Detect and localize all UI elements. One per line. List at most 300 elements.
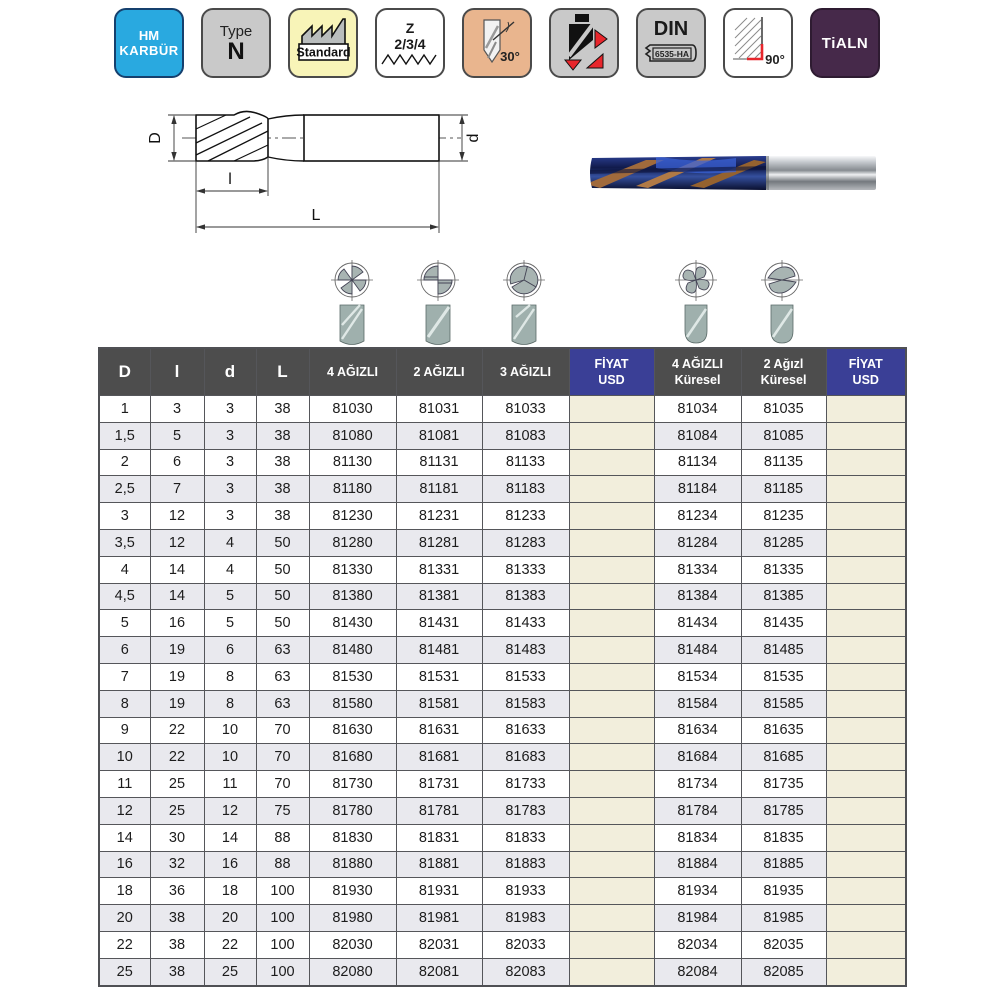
table-cell-2-agizl-kuresel: 81085 xyxy=(741,422,826,449)
table-cell-4-agizli: 81830 xyxy=(309,824,396,851)
table-cell-4-agizli: 81780 xyxy=(309,797,396,824)
table-cell-D: 3 xyxy=(99,503,150,530)
table-cell-2-agizli: 81281 xyxy=(396,529,482,556)
table-cell-2-agizli: 82031 xyxy=(396,931,482,958)
table-cell-fiyat-usd-2 xyxy=(826,717,906,744)
table-cell-4-agizli: 81130 xyxy=(309,449,396,476)
table-cell-d: 18 xyxy=(204,878,256,905)
table-cell-D: 22 xyxy=(99,931,150,958)
badge-label: Z xyxy=(405,20,415,36)
table-cell-d: 3 xyxy=(204,422,256,449)
table-cell-2-agizl-kuresel: 81385 xyxy=(741,583,826,610)
table-cell-D: 18 xyxy=(99,878,150,905)
table-cell-l: 5 xyxy=(150,422,204,449)
table-cell-2-agizl-kuresel: 81135 xyxy=(741,449,826,476)
table-cell-L: 50 xyxy=(256,529,309,556)
table-cell-L: 50 xyxy=(256,556,309,583)
table-cell-L: 63 xyxy=(256,637,309,664)
badge-label: Standard xyxy=(296,45,351,60)
table-cell-4-agizli: 81430 xyxy=(309,610,396,637)
table-cell-d: 16 xyxy=(204,851,256,878)
table-cell-3-agizli: 81433 xyxy=(482,610,569,637)
table-cell-2-agizl-kuresel: 81185 xyxy=(741,476,826,503)
dimension-drawing xyxy=(116,93,506,243)
table-cell-2-agizli: 81231 xyxy=(396,503,482,530)
table-cell-4-agizli: 81330 xyxy=(309,556,396,583)
table-cell-L: 50 xyxy=(256,583,309,610)
table-cell-D: 5 xyxy=(99,610,150,637)
table-cell-2-agizl-kuresel: 81885 xyxy=(741,851,826,878)
table-cell-4-agizli: 81530 xyxy=(309,663,396,690)
table-cell-2-agizli: 81431 xyxy=(396,610,482,637)
table-cell-D: 9 xyxy=(99,717,150,744)
factory-profile-icon xyxy=(292,14,354,72)
badge-label: N xyxy=(227,37,245,65)
badge-side-milling xyxy=(549,8,619,78)
table-cell-fiyat-usd-2 xyxy=(826,824,906,851)
table-cell-fiyat-usd-2 xyxy=(826,958,906,985)
table-cell-D: 3,5 xyxy=(99,529,150,556)
table-cell-L: 63 xyxy=(256,690,309,717)
table-cell-2-agizl-kuresel: 82085 xyxy=(741,958,826,985)
table-cell-2-agizli: 81731 xyxy=(396,771,482,798)
table-cell-2-agizli: 81581 xyxy=(396,690,482,717)
col-header-2-agizli: 2 AĞIZLI xyxy=(396,348,482,396)
table-row xyxy=(99,556,906,583)
table-cell-3-agizli: 81883 xyxy=(482,851,569,878)
table-cell-2-agizli: 81631 xyxy=(396,717,482,744)
badge-label: 2/3/4 xyxy=(394,36,426,52)
table-cell-L: 100 xyxy=(256,931,309,958)
table-cell-d: 8 xyxy=(204,663,256,690)
ball-nose-2-flute-icon xyxy=(760,259,804,347)
table-cell-2-agizli: 81981 xyxy=(396,905,482,932)
table-row xyxy=(99,690,906,717)
table-cell-3-agizli: 81533 xyxy=(482,663,569,690)
table-cell-2-agizli: 81531 xyxy=(396,663,482,690)
table-cell-2-agizl-kuresel: 81985 xyxy=(741,905,826,932)
table-cell-D: 1 xyxy=(99,396,150,423)
table-cell-4-agizli-kuresel: 81684 xyxy=(654,744,741,771)
table-cell-d: 8 xyxy=(204,690,256,717)
table-cell-4-agizli-kuresel: 81234 xyxy=(654,503,741,530)
table-cell-d: 20 xyxy=(204,905,256,932)
table-cell-D: 1,5 xyxy=(99,422,150,449)
table-cell-2-agizli: 81331 xyxy=(396,556,482,583)
table-cell-fiyat-usd-2 xyxy=(826,637,906,664)
table-cell-2-agizli: 81831 xyxy=(396,824,482,851)
table-cell-3-agizli: 81283 xyxy=(482,529,569,556)
table-cell-d: 10 xyxy=(204,744,256,771)
badge-label: TiALN xyxy=(821,34,869,52)
table-row xyxy=(99,583,906,610)
table-cell-fiyat-usd-2 xyxy=(826,529,906,556)
table-cell-4-agizli: 82080 xyxy=(309,958,396,985)
table-row xyxy=(99,610,906,637)
table-cell-d: 3 xyxy=(204,449,256,476)
table-cell-2-agizli: 81881 xyxy=(396,851,482,878)
table-cell-fiyat-usd-2 xyxy=(826,931,906,958)
table-row xyxy=(99,422,906,449)
milling-application-icon xyxy=(553,12,615,74)
table-cell-2-agizl-kuresel: 81635 xyxy=(741,717,826,744)
table-cell-4-agizli: 81380 xyxy=(309,583,396,610)
table-cell-fiyat-usd-1 xyxy=(569,529,654,556)
table-row xyxy=(99,878,906,905)
table-cell-4-agizli-kuresel: 82034 xyxy=(654,931,741,958)
table-cell-D: 4,5 xyxy=(99,583,150,610)
table-cell-2-agizl-kuresel: 81285 xyxy=(741,529,826,556)
table-cell-fiyat-usd-1 xyxy=(569,717,654,744)
table-cell-3-agizli: 81383 xyxy=(482,583,569,610)
table-cell-4-agizli-kuresel: 81184 xyxy=(654,476,741,503)
table-cell-l: 22 xyxy=(150,717,204,744)
table-cell-d: 11 xyxy=(204,771,256,798)
table-row xyxy=(99,824,906,851)
badge-label: 30° xyxy=(500,49,520,64)
table-cell-l: 22 xyxy=(150,744,204,771)
table-cell-l: 36 xyxy=(150,878,204,905)
table-cell-fiyat-usd-1 xyxy=(569,797,654,824)
table-cell-3-agizli: 81733 xyxy=(482,771,569,798)
table-cell-L: 38 xyxy=(256,449,309,476)
table-cell-fiyat-usd-1 xyxy=(569,771,654,798)
table-cell-D: 11 xyxy=(99,771,150,798)
table-cell-L: 38 xyxy=(256,396,309,423)
end-mill-3-flute-icon xyxy=(502,259,546,347)
table-cell-fiyat-usd-1 xyxy=(569,851,654,878)
table-cell-d: 14 xyxy=(204,824,256,851)
table-cell-2-agizli: 82081 xyxy=(396,958,482,985)
table-cell-fiyat-usd-2 xyxy=(826,503,906,530)
table-cell-4-agizli-kuresel: 81884 xyxy=(654,851,741,878)
table-cell-4-agizli: 81730 xyxy=(309,771,396,798)
badge-sublabel: 6535-HA xyxy=(654,49,690,59)
table-cell-4-agizli-kuresel: 81484 xyxy=(654,637,741,664)
end-mill-4-flute-icon xyxy=(330,259,374,347)
table-cell-l: 30 xyxy=(150,824,204,851)
table-cell-fiyat-usd-1 xyxy=(569,744,654,771)
table-cell-l: 25 xyxy=(150,797,204,824)
table-cell-3-agizli: 81833 xyxy=(482,824,569,851)
col-header-L: L xyxy=(256,348,309,396)
table-cell-2-agizl-kuresel: 81485 xyxy=(741,637,826,664)
table-cell-D: 20 xyxy=(99,905,150,932)
badge-label: HM xyxy=(138,28,160,43)
table-cell-2-agizl-kuresel: 81785 xyxy=(741,797,826,824)
table-cell-D: 7 xyxy=(99,663,150,690)
table-cell-4-agizli-kuresel: 81734 xyxy=(654,771,741,798)
table-row xyxy=(99,637,906,664)
table-cell-d: 22 xyxy=(204,931,256,958)
table-row xyxy=(99,529,906,556)
table-cell-D: 14 xyxy=(99,824,150,851)
table-cell-4-agizli: 81480 xyxy=(309,637,396,664)
table-cell-l: 16 xyxy=(150,610,204,637)
table-cell-d: 10 xyxy=(204,717,256,744)
table-cell-fiyat-usd-1 xyxy=(569,422,654,449)
table-cell-l: 14 xyxy=(150,583,204,610)
table-cell-4-agizli-kuresel: 81584 xyxy=(654,690,741,717)
badge-standard xyxy=(288,8,358,78)
ball-nose-4-flute-icon xyxy=(674,259,718,347)
table-cell-2-agizli: 81381 xyxy=(396,583,482,610)
table-cell-fiyat-usd-2 xyxy=(826,610,906,637)
shank-form-icon xyxy=(640,41,702,67)
col-header-d: d xyxy=(204,348,256,396)
table-cell-fiyat-usd-1 xyxy=(569,476,654,503)
table-cell-l: 19 xyxy=(150,690,204,717)
dim-label-L: L xyxy=(311,207,321,224)
table-cell-4-agizli: 81180 xyxy=(309,476,396,503)
table-cell-L: 100 xyxy=(256,878,309,905)
badge-type-n xyxy=(201,8,271,78)
table-row xyxy=(99,958,906,985)
table-cell-fiyat-usd-2 xyxy=(826,583,906,610)
table-cell-2-agizl-kuresel: 81335 xyxy=(741,556,826,583)
table-cell-L: 88 xyxy=(256,851,309,878)
table-cell-fiyat-usd-2 xyxy=(826,449,906,476)
table-cell-fiyat-usd-1 xyxy=(569,931,654,958)
table-header-row xyxy=(99,348,906,396)
table-cell-4-agizli: 81630 xyxy=(309,717,396,744)
badge-label: DIN xyxy=(653,18,689,40)
table-cell-2-agizl-kuresel: 81735 xyxy=(741,771,826,798)
table-cell-fiyat-usd-1 xyxy=(569,610,654,637)
table-cell-4-agizli: 81030 xyxy=(309,396,396,423)
table-cell-d: 4 xyxy=(204,556,256,583)
table-cell-fiyat-usd-2 xyxy=(826,476,906,503)
table-cell-3-agizli: 82033 xyxy=(482,931,569,958)
table-cell-2-agizli: 81781 xyxy=(396,797,482,824)
table-cell-fiyat-usd-1 xyxy=(569,690,654,717)
table-cell-2-agizl-kuresel: 81835 xyxy=(741,824,826,851)
table-cell-4-agizli-kuresel: 81284 xyxy=(654,529,741,556)
table-cell-D: 12 xyxy=(99,797,150,824)
table-cell-4-agizli-kuresel: 81534 xyxy=(654,663,741,690)
table-cell-fiyat-usd-2 xyxy=(826,905,906,932)
badge-hm-karbur xyxy=(114,8,184,78)
table-cell-2-agizli: 81031 xyxy=(396,396,482,423)
table-cell-4-agizli: 81980 xyxy=(309,905,396,932)
table-cell-4-agizli: 81580 xyxy=(309,690,396,717)
dim-label-l: l xyxy=(228,171,232,188)
table-row xyxy=(99,503,906,530)
col-header-4-agizli: 4 AĞIZLI xyxy=(309,348,396,396)
col-header-D: D xyxy=(99,348,150,396)
table-cell-4-agizli: 81280 xyxy=(309,529,396,556)
table-cell-l: 3 xyxy=(150,396,204,423)
table-cell-4-agizli-kuresel: 81934 xyxy=(654,878,741,905)
table-cell-3-agizli: 81933 xyxy=(482,878,569,905)
table-cell-L: 38 xyxy=(256,476,309,503)
table-cell-2-agizl-kuresel: 82035 xyxy=(741,931,826,958)
table-cell-L: 38 xyxy=(256,422,309,449)
table-cell-4-agizli: 81680 xyxy=(309,744,396,771)
table-cell-4-agizli: 81930 xyxy=(309,878,396,905)
table-cell-fiyat-usd-1 xyxy=(569,637,654,664)
table-cell-D: 16 xyxy=(99,851,150,878)
table-cell-l: 14 xyxy=(150,556,204,583)
table-row xyxy=(99,663,906,690)
table-cell-2-agizl-kuresel: 81435 xyxy=(741,610,826,637)
property-badges xyxy=(114,8,880,78)
badge-z-234 xyxy=(375,8,445,78)
table-cell-fiyat-usd-1 xyxy=(569,905,654,932)
table-cell-D: 6 xyxy=(99,637,150,664)
table-cell-l: 19 xyxy=(150,663,204,690)
table-cell-fiyat-usd-1 xyxy=(569,503,654,530)
table-cell-l: 19 xyxy=(150,637,204,664)
table-cell-4-agizli-kuresel: 81084 xyxy=(654,422,741,449)
table-cell-2-agizli: 81481 xyxy=(396,637,482,664)
table-cell-2-agizli: 81181 xyxy=(396,476,482,503)
table-cell-d: 6 xyxy=(204,637,256,664)
table-cell-4-agizli-kuresel: 81434 xyxy=(654,610,741,637)
table-cell-L: 88 xyxy=(256,824,309,851)
table-cell-l: 38 xyxy=(150,958,204,985)
table-cell-fiyat-usd-2 xyxy=(826,556,906,583)
table-cell-3-agizli: 81483 xyxy=(482,637,569,664)
table-cell-fiyat-usd-2 xyxy=(826,690,906,717)
table-cell-L: 63 xyxy=(256,663,309,690)
end-mill-2-flute-icon xyxy=(416,259,460,347)
table-cell-3-agizli: 81783 xyxy=(482,797,569,824)
table-row xyxy=(99,476,906,503)
table-cell-4-agizli: 81230 xyxy=(309,503,396,530)
table-cell-L: 70 xyxy=(256,717,309,744)
thread-zigzag-icon xyxy=(380,52,440,66)
table-cell-fiyat-usd-1 xyxy=(569,556,654,583)
table-cell-l: 12 xyxy=(150,503,204,530)
col-header-3-agizli: 3 AĞIZLI xyxy=(482,348,569,396)
table-cell-L: 50 xyxy=(256,610,309,637)
table-cell-L: 75 xyxy=(256,797,309,824)
table-cell-L: 100 xyxy=(256,905,309,932)
table-cell-l: 12 xyxy=(150,529,204,556)
table-cell-L: 38 xyxy=(256,503,309,530)
table-cell-2-agizli: 81931 xyxy=(396,878,482,905)
table-row xyxy=(99,744,906,771)
table-cell-fiyat-usd-2 xyxy=(826,422,906,449)
table-cell-d: 3 xyxy=(204,476,256,503)
table-cell-4-agizli-kuresel: 82084 xyxy=(654,958,741,985)
table-cell-D: 2 xyxy=(99,449,150,476)
table-cell-L: 70 xyxy=(256,771,309,798)
table-cell-3-agizli: 81233 xyxy=(482,503,569,530)
table-cell-fiyat-usd-2 xyxy=(826,851,906,878)
table-row xyxy=(99,931,906,958)
table-cell-4-agizli-kuresel: 81334 xyxy=(654,556,741,583)
table-cell-3-agizli: 81683 xyxy=(482,744,569,771)
dim-label-D: D xyxy=(147,132,164,144)
helix-angle-icon xyxy=(466,14,528,72)
table-cell-fiyat-usd-2 xyxy=(826,797,906,824)
badge-tialn xyxy=(810,8,880,78)
table-cell-d: 5 xyxy=(204,583,256,610)
table-cell-D: 25 xyxy=(99,958,150,985)
table-cell-2-agizli: 81131 xyxy=(396,449,482,476)
table-cell-l: 32 xyxy=(150,851,204,878)
table-cell-2-agizl-kuresel: 81935 xyxy=(741,878,826,905)
table-cell-l: 6 xyxy=(150,449,204,476)
table-cell-d: 3 xyxy=(204,503,256,530)
col-header-4-agizli-kuresel: 4 AĞIZLI Küresel xyxy=(654,348,741,396)
table-cell-D: 8 xyxy=(99,690,150,717)
table-cell-3-agizli: 81583 xyxy=(482,690,569,717)
table-cell-3-agizli: 81983 xyxy=(482,905,569,932)
table-cell-L: 100 xyxy=(256,958,309,985)
table-cell-fiyat-usd-2 xyxy=(826,878,906,905)
table-cell-4-agizli: 81080 xyxy=(309,422,396,449)
col-header-l: l xyxy=(150,348,204,396)
table-cell-L: 70 xyxy=(256,744,309,771)
table-cell-l: 38 xyxy=(150,931,204,958)
table-cell-fiyat-usd-1 xyxy=(569,449,654,476)
table-cell-2-agizl-kuresel: 81235 xyxy=(741,503,826,530)
col-header-fiyat-usd-2: FİYAT USD xyxy=(826,348,906,396)
badge-corner-90 xyxy=(723,8,793,78)
table-cell-d: 4 xyxy=(204,529,256,556)
table-cell-3-agizli: 81133 xyxy=(482,449,569,476)
table-cell-d: 12 xyxy=(204,797,256,824)
table-row xyxy=(99,396,906,423)
col-header-2-agizl-kuresel: 2 Ağızl Küresel xyxy=(741,348,826,396)
table-cell-l: 25 xyxy=(150,771,204,798)
table-cell-fiyat-usd-1 xyxy=(569,396,654,423)
table-cell-4-agizli-kuresel: 81634 xyxy=(654,717,741,744)
table-row xyxy=(99,717,906,744)
table-row xyxy=(99,449,906,476)
table-cell-l: 7 xyxy=(150,476,204,503)
table-cell-3-agizli: 82083 xyxy=(482,958,569,985)
table-cell-d: 5 xyxy=(204,610,256,637)
table-cell-fiyat-usd-2 xyxy=(826,396,906,423)
table-cell-4-agizli-kuresel: 81384 xyxy=(654,583,741,610)
table-cell-4-agizli: 82030 xyxy=(309,931,396,958)
product-table xyxy=(98,347,907,987)
table-cell-4-agizli-kuresel: 81784 xyxy=(654,797,741,824)
table-cell-3-agizli: 81083 xyxy=(482,422,569,449)
col-header-fiyat-usd-1: FİYAT USD xyxy=(569,348,654,396)
table-cell-fiyat-usd-1 xyxy=(569,824,654,851)
table-cell-D: 4 xyxy=(99,556,150,583)
table-cell-3-agizli: 81183 xyxy=(482,476,569,503)
table-row xyxy=(99,851,906,878)
table-row xyxy=(99,771,906,798)
table-cell-4-agizli: 81880 xyxy=(309,851,396,878)
table-cell-2-agizl-kuresel: 81035 xyxy=(741,396,826,423)
table-cell-l: 38 xyxy=(150,905,204,932)
table-cell-d: 3 xyxy=(204,396,256,423)
table-cell-2-agizli: 81081 xyxy=(396,422,482,449)
badge-label: 90° xyxy=(765,52,785,67)
dim-label-d: d xyxy=(465,133,482,143)
badge-label: KARBÜR xyxy=(119,43,179,58)
table-cell-fiyat-usd-2 xyxy=(826,663,906,690)
table-cell-2-agizl-kuresel: 81685 xyxy=(741,744,826,771)
table-cell-fiyat-usd-1 xyxy=(569,958,654,985)
table-cell-2-agizl-kuresel: 81585 xyxy=(741,690,826,717)
table-cell-fiyat-usd-2 xyxy=(826,771,906,798)
table-row xyxy=(99,905,906,932)
table-cell-3-agizli: 81633 xyxy=(482,717,569,744)
table-cell-4-agizli-kuresel: 81984 xyxy=(654,905,741,932)
corner-angle-icon xyxy=(727,14,789,72)
badge-din-6535 xyxy=(636,8,706,78)
table-cell-D: 2,5 xyxy=(99,476,150,503)
table-cell-fiyat-usd-1 xyxy=(569,878,654,905)
